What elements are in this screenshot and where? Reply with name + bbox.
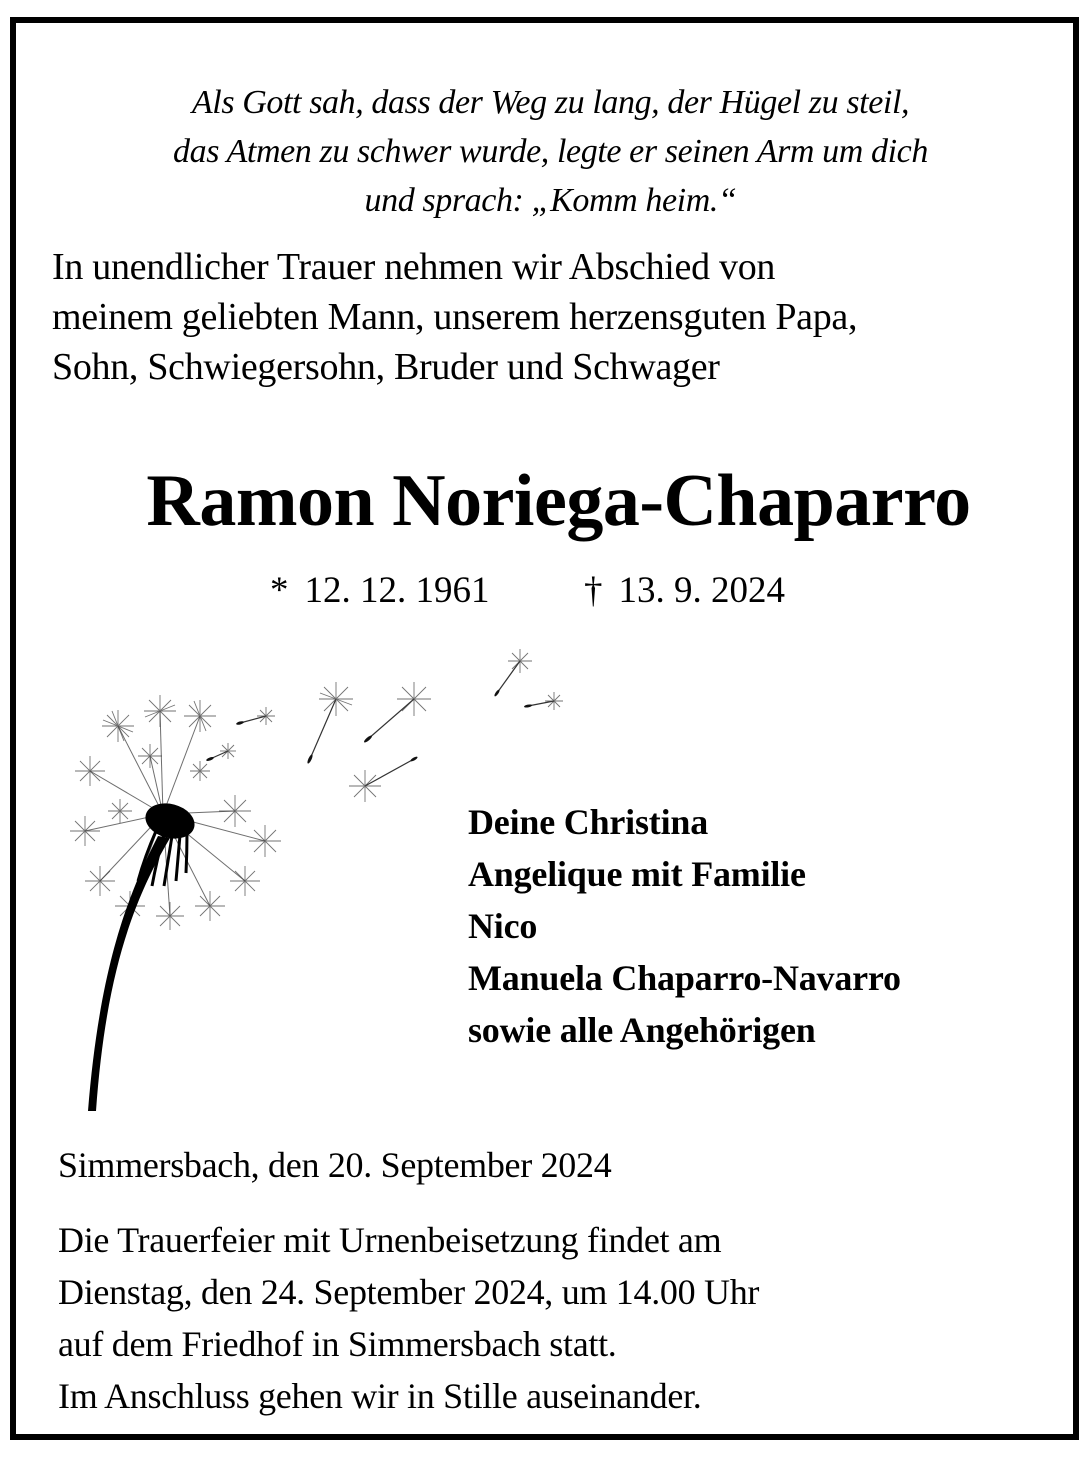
- memorial-quote: [16, 78, 1085, 225]
- birth-date: 12. 12. 1961: [304, 570, 490, 611]
- obituary-frame: [10, 17, 1079, 1440]
- intro-line: Sohn, Schwiegersohn, Bruder und Schwager: [52, 346, 720, 388]
- funeral-line: Dienstag, den 24. September 2024, um 14.00 Uhr: [58, 1272, 760, 1312]
- birth-date-group: [270, 568, 490, 614]
- mourner: Deine Christina: [468, 802, 709, 842]
- mourner: sowie alle Angehörigen: [468, 1010, 816, 1050]
- funeral-details: [58, 1214, 759, 1422]
- funeral-line: auf dem Friedhof in Simmersbach statt.: [58, 1324, 617, 1364]
- funeral-line: Im Anschluss gehen wir in Stille auseinander.: [58, 1376, 702, 1416]
- mourner: Nico: [468, 906, 538, 946]
- quote-line: und sprach: „Komm heim.“: [364, 182, 737, 219]
- deceased-name: Ramon Noriega-Chaparro: [146, 460, 971, 542]
- intro-line: meinem geliebten Mann, unserem herzensguten Papa,: [52, 296, 858, 338]
- life-dates: [16, 568, 1085, 618]
- intro-text: [52, 242, 857, 392]
- quote-line: das Atmen zu schwer wurde, legte er seinen Arm um dich: [173, 133, 928, 170]
- place-and-date: Simmersbach, den 20. September 2024: [58, 1145, 612, 1185]
- mourners-list: [468, 796, 901, 1056]
- funeral-line: Die Trauerfeier mit Urnenbeisetzung findet am: [58, 1220, 722, 1260]
- mourner: Angelique mit Familie: [468, 854, 806, 894]
- quote-line: Als Gott sah, dass der Weg zu lang, der Hügel zu steil,: [191, 84, 910, 121]
- death-date-group: [584, 568, 785, 614]
- intro-line: In unendlicher Trauer nehmen wir Abschied von: [52, 246, 776, 288]
- mourner: Manuela Chaparro-Navarro: [468, 958, 901, 998]
- death-cross-icon: †: [584, 570, 603, 611]
- birth-star-icon: *: [270, 570, 289, 611]
- death-date: 13. 9. 2024: [618, 570, 785, 611]
